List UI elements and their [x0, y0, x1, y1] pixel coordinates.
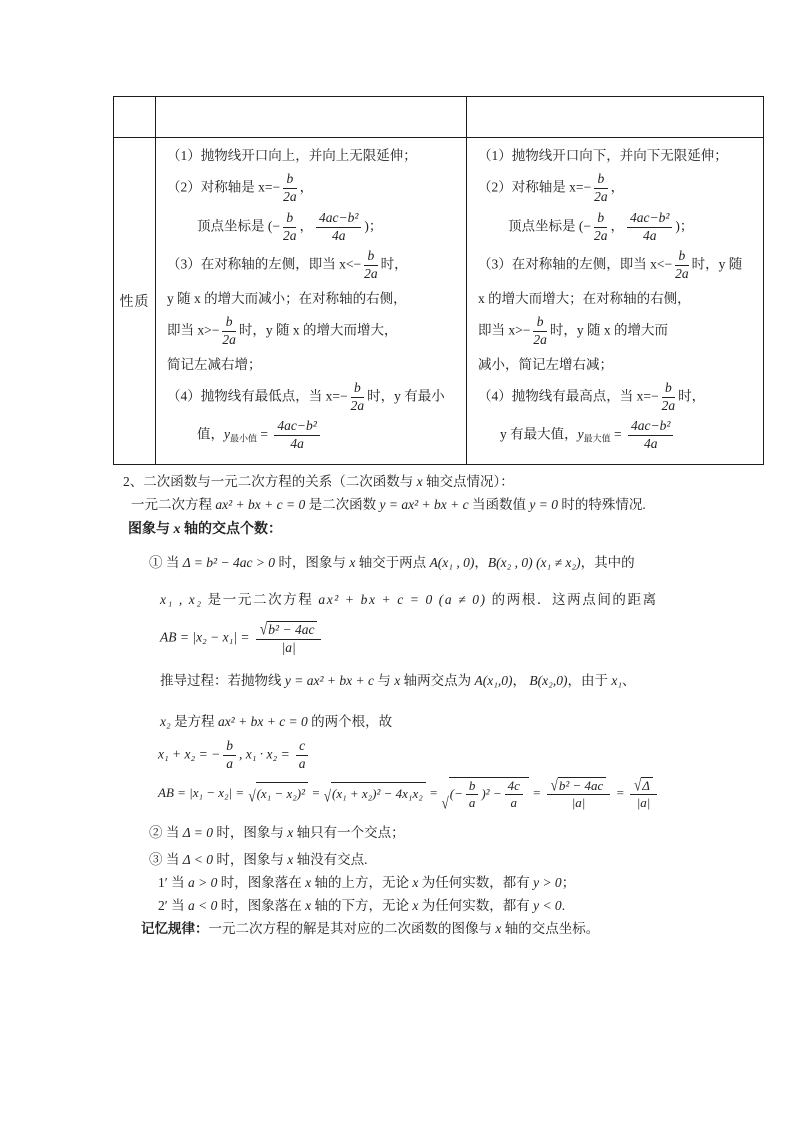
property-line: 简记左减右增；	[167, 356, 262, 372]
property-line: （1）抛物线开口向下，并向下无限延伸；	[478, 148, 728, 163]
case3-line: ③ 当 Δ < 0 时，图象与 x 轴没有交点.	[149, 852, 368, 868]
cell-parabola-opens-up	[156, 138, 467, 465]
property-line: （2）对称轴是 x=− $\frac{b}{2a}$ ，	[167, 171, 314, 204]
case1-intro: ① 当 Δ = b² − 4ac > 0 时，图象与 x 轴交于两点 A(x₁ , 0)，B(x₂ , 0) (x₁ ≠ x₂)，其中的	[149, 555, 635, 571]
property-line: （4）抛物线有最高点，当 x=− $\frac{b}{2a}$ 时，	[478, 379, 706, 413]
section2-intro: 一元二次方程 ax² + bx + c = 0 是二次函数 y = ax² + bx + c 当函数值 y = 0 时的特殊情况.	[131, 497, 646, 513]
header-cell-blank-2	[156, 97, 467, 138]
property-line: （3）在对称轴的左侧，即当 x<− $\frac{b}{2a}$ 时，y 随	[478, 248, 743, 282]
case3-sub1: 1′ 当 a > 0 时，图象落在 x 轴的上方，无论 x 为任何实数，都有 y > 0；	[158, 875, 576, 891]
property-line: 减小，简记左增右减；	[478, 356, 613, 372]
property-line: （3）在对称轴的左侧，即当 x<− $\frac{b}{2a}$ 时，	[167, 248, 408, 282]
property-line: （4）抛物线有最低点，当 x=− $\frac{b}{2a}$ 时，y 有最小	[167, 379, 445, 413]
cell-parabola-opens-down	[467, 138, 764, 465]
maximum-value-formula: y 有最大值，$y_{最大值}$ = $\frac{\text{4ac−b²}}{4a}$	[500, 419, 757, 452]
case2-line: ② 当 Δ = 0 时，图象与 x 轴只有一个交点；	[149, 825, 405, 841]
derivation-roots-line: x₂ 是方程 ax² + bx + c = 0 的两个根，故	[160, 713, 393, 729]
document-content	[113, 96, 763, 939]
property-row	[114, 138, 764, 465]
property-line: （2）对称轴是 x=− $\frac{b}{2a}$ ，	[478, 171, 625, 204]
property-line: 顶点坐标是 (− $\frac{b}{2a}$ ， $\frac{\text{4ac−b²}}{4a}$ )；	[197, 209, 383, 243]
minimum-value-formula: 值，$y_{最小值}$ = $\frac{\text{4ac−b²}}{4a}$	[197, 419, 460, 452]
property-row-label: 性质	[114, 138, 156, 465]
property-line: （1）抛物线开口向上，并向上无限延伸；	[167, 148, 417, 163]
formula-ab-derivation: AB = |x₁ − x₂| = √ (x₁ − x₂)² = √ (x₁ + x₂)² − 4x₁x₂ = √ (− $\frac{b}{a}$ )² − $\frac{4c}{a}$ = √ b² − 4ac |a| = √ Δ |a|	[158, 777, 763, 811]
case1-roots-line: x₁ , x₂ 是一元二次方程 ax² + bx + c = 0 (a ≠ 0) 的两根．这两点间的距离	[160, 592, 658, 608]
xaxis-heading: 图象与 x 轴的交点个数：	[128, 522, 282, 538]
formula-ab-distance: AB = |x₂ − x₁| = √ b² − 4ac |a|	[160, 621, 763, 656]
formula-vieta: x₁ + x₂ = − $\frac{b}{a}$ , x₁ · x₂ = $\frac{c}{a}$	[158, 739, 763, 772]
property-line: x 的增大而增大；在对称轴的右侧，	[478, 291, 691, 307]
quadratic-properties-table	[113, 96, 764, 465]
memory-rule: 记忆规律：一元二次方程的解是其对应的二次函数的图像与 x 轴的交点坐标。	[141, 921, 600, 937]
property-line: y 随 x 的增大而减小；在对称轴的右侧，	[167, 291, 407, 307]
derivation-intro: 推导过程：若抛物线 y = ax² + bx + c 与 x 轴两交点为 A(x₁,0)， B(x₂,0)，由于 x₁、	[160, 672, 636, 688]
header-cell-blank-3	[467, 97, 764, 138]
header-cell-blank-1	[114, 97, 156, 138]
section2-title: 2、二次函数与一元二次方程的关系（二次函数与 x 轴交点情况）：	[123, 474, 514, 490]
property-line: 即当 x>− $\frac{b}{2a}$ 时，y 随 x 的增大而增大，	[167, 314, 398, 347]
property-line: 顶点坐标是 (− $\frac{b}{2a}$ ， $\frac{\text{4ac−b²}}{4a}$ )；	[508, 209, 694, 243]
case3-sub2: 2′ 当 a < 0 时，图象落在 x 轴的下方，无论 x 为任何实数，都有 y < 0.	[158, 898, 566, 914]
table-header-row	[114, 97, 764, 138]
property-line: 即当 x>− $\frac{b}{2a}$ 时，y 随 x 的增大而	[478, 314, 668, 347]
